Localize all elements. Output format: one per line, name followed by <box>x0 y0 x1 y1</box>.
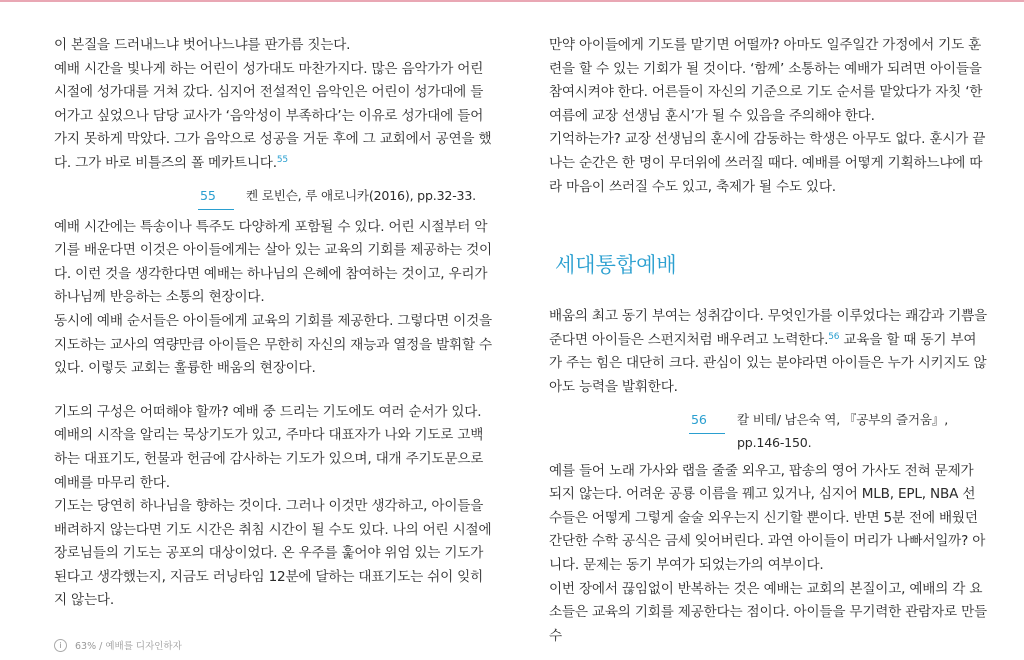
reading-progress: 63% / 예배를 디자인하자 <box>75 641 182 652</box>
paragraph-text: 배움의 최고 동기 부여는 성취감이다. 무엇인가를 이루었다는 쾌감과 기쁨을 준다면 아이들은 스펀지처럼 배우려고 노력한다. <box>549 308 987 348</box>
section-heading: 세대통합예배 <box>555 253 677 278</box>
footnote-55 <box>198 184 492 210</box>
paragraph: 이번 장에서 끊임없이 반복하는 것은 예배는 교회의 본질이고, 예배의 각 요소들은 교육의 기회를 제공한다는 점이다. 아이들을 무기력한 관람자로 만들 수 <box>549 580 987 644</box>
top-accent-line <box>0 0 1024 2</box>
paragraph: 기억하는가? 교장 선생님의 훈시에 감동하는 학생은 아무도 없다. 훈시가 끝나는 순간은 한 명이 무더위에 쓰러질 때다. 예배를 어떻게 기획하느냐에 따라 마음이 쓰러질 수도 있고, 축제가 될 수도 있다. <box>549 131 986 195</box>
right-page-column <box>549 34 987 648</box>
paragraph: 만약 아이들에게 기도를 맡기면 어떨까? 아마도 일주일간 가정에서 기도 훈련을 할 수 있는 기회가 될 것이다. ‘함께’ 소통하는 예배가 되려면 아이들을 참여시켜야 한다. 어른들이 자신의 기준으로 기도 순서를 맡았다가 자칫 ‘한 여름에 교장 선생님 훈시’가 될 수 있음을 주의해야 한다. <box>549 37 983 124</box>
footnote-text: 켄 로빈슨, 루 애로니카(2016), pp.32-33. <box>246 187 476 203</box>
footnote-text: 칼 비테/ 남은숙 역, 『공부의 즐거움』, pp.146-150. <box>737 411 949 450</box>
paragraph: 동시에 예배 순서들은 아이들에게 교육의 기회를 제공한다. 그렇다면 이것을 지도하는 교사의 역량만큼 아이들은 무한히 자신의 재능과 열정을 발휘할 수 있다. 이렇듯 교회는 훌륭한 배움의 현장이다. <box>54 312 492 377</box>
paragraph: 예를 들어 노래 가사와 랩을 줄줄 외우고, 팝송의 영어 가사도 전혀 문제가 되지 않는다. 어려운 공룡 이름을 꿰고 있거나, 심지어 MLB, EPL, NBA 선수들은 어떻게 그렇게 술술 외우는지 신기할 뿐이다. 반면 5분 전에 배웠던 간단한 수학 공식은 금세 잊어버린다. 과연 아이들이 머리가 나빠서일까? 아니다. 문제는 동기 부여가 되었는가의 여부이다. <box>549 462 986 573</box>
reader-footer <box>54 638 182 652</box>
paragraph: 기도의 구성은 어떠해야 할까? 예배 중 드리는 기도에도 여러 순서가 있다. 예배의 시작을 알리는 묵상기도가 있고, 주마다 대표자가 나와 기도로 고백하는 대표기도, 헌물과 헌금에 감사하는 기도가 있으며, 대개 주기도문으로 예배를 마무리 한다. <box>54 403 484 491</box>
info-icon[interactable]: i <box>54 639 67 652</box>
paragraph-text-cont: 교육을 할 때 동기 부여가 주는 힘은 대단히 크다. 관심이 있는 분야라면 아이들은 누가 시키지도 않아도 능력을 발휘한다. <box>549 331 987 395</box>
left-page-column <box>54 34 492 613</box>
footnote-ref-56[interactable]: 56 <box>828 331 840 342</box>
footnote-ref-55[interactable]: 55 <box>276 154 288 165</box>
paragraph: 예배 시간에는 특송이나 특주도 다양하게 포함될 수 있다. 어린 시절부터 악기를 배운다면 이것은 아이들에게는 살아 있는 교육의 기회를 제공하는 것이다. 이런 것을 생각한다면 예배는 하나님의 은혜에 참여하는 것이고, 우리가 하나님께 반응하는 소통의 현장이다. <box>54 218 492 306</box>
paragraph-text: 예배 시간을 빛나게 하는 어린이 성가대도 마찬가지다. 많은 음악가가 어린 시절에 성가대를 거쳐 갔다. 심지어 전설적인 음악인은 어린이 성가대에 들어가고 싶었으나 담당 교사가 ‘음악성이 부족하다’는 이유로 성가대에 들어가지 못하게 막았다. 그가 음악으로 성공을 거둔 후에 그 교회에서 공연을 했다. 그가 바로 비틀즈의 폴 메카트니다. <box>54 60 492 171</box>
paragraph: 이 본질을 드러내느냐 벗어나느냐를 판가름 짓는다. <box>54 37 351 53</box>
footnote-number: 55 <box>198 184 234 210</box>
paragraph <box>549 305 987 399</box>
paragraph <box>54 58 492 176</box>
footnote-56 <box>689 408 987 454</box>
footnote-number: 56 <box>689 408 725 434</box>
paragraph: 기도는 당연히 하나님을 향하는 것이다. 그러나 이것만 생각하고, 아이들을 배려하지 않는다면 기도 시간은 취침 시간이 될 수도 있다. 나의 어린 시절에 장로님들의 기도는 공포의 대상이었다. 온 우주를 훑어야 위엄 있는 기도가 된다고 생각했는지, 지금도 러닝타임 12분에 달하는 대표기도는 쉬이 잊히지 않는다. <box>54 498 492 609</box>
